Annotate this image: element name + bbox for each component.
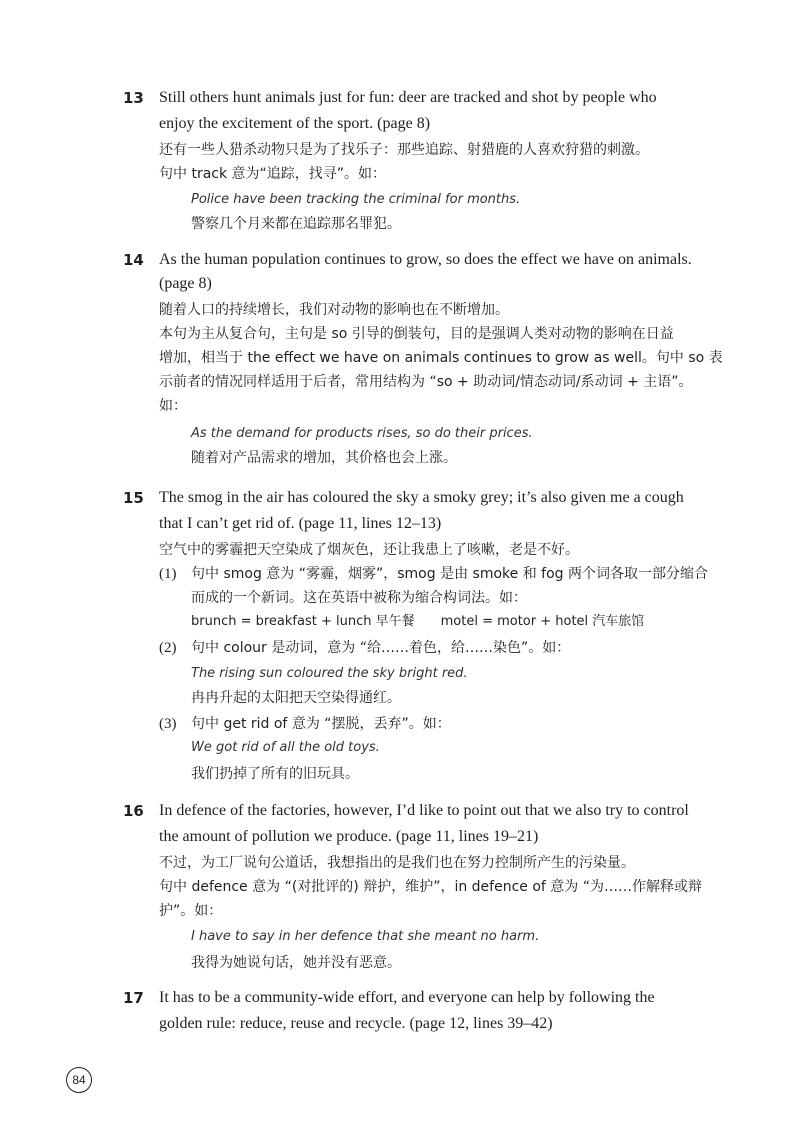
example-english: I have to say in her defence that she meant no harm.: [191, 929, 540, 944]
example-chinese: 冉冉升起的太阳把天空染得通红。: [191, 690, 401, 706]
sentence-line: that I can’t get rid of. (page 11, lines 12–13): [159, 515, 442, 532]
blend-examples: [191, 610, 644, 634]
sentence-line: In defence of the factories, however, I’d like to point out that we also try to control: [159, 802, 689, 819]
sentence-line: enjoy the excitement of the sport. (page 8): [159, 115, 431, 132]
blend-example: brunch = breakfast + lunch 早午餐: [191, 614, 415, 629]
note-line: 如：: [159, 398, 187, 414]
example-chinese: 警察几个月来都在追踪那名罪犯。: [191, 216, 401, 232]
sub-note-line: 句中 colour 是动词，意为 “给……着色，给……染色”。如：: [191, 640, 571, 656]
page-number: 84: [66, 1067, 92, 1093]
entry-number: 14: [123, 251, 144, 269]
sentence-line: As the human population continues to grow, so does the effect we have on animals.: [159, 251, 692, 268]
note-line: 增加，相当于 the effect we have on animals continues to grow as well。句中 so 表: [159, 350, 723, 366]
note-line: 示前者的情况同样适用于后者，常用结构为 “so + 助动词/情态动词/系动词 + 主语”。: [159, 374, 693, 390]
example-chinese: 随着对产品需求的增加，其价格也会上涨。: [191, 450, 457, 466]
translation: 还有一些人猎杀动物只是为了找乐子：那些追踪、射猎鹿的人喜欢狩猎的刺激。: [159, 142, 649, 158]
example-english: We got rid of all the old toys.: [191, 740, 380, 755]
example-english: Police have been tracking the criminal for months.: [191, 192, 521, 207]
note-line: 句中 defence 意为 “(对批评的) 辩护，维护”，in defence of 意为 “为……作解释或辩: [159, 879, 702, 895]
sentence-line: the amount of pollution we produce. (page 11, lines 19–21): [159, 828, 539, 845]
sub-item-number: (3): [159, 716, 177, 732]
entry-number: 15: [123, 489, 144, 507]
note-line: 句中 track 意为“追踪，找寻”。如：: [159, 166, 387, 182]
sentence-line: (page 8): [159, 275, 212, 292]
translation: 不过，为工厂说句公道话，我想指出的是我们也在努力控制所产生的污染量。: [159, 855, 635, 871]
entry-number: 16: [123, 802, 144, 820]
example-english: The rising sun coloured the sky bright red.: [191, 666, 468, 681]
sentence-line: golden rule: reduce, reuse and recycle. (page 12, lines 39–42): [159, 1015, 553, 1032]
example-chinese: 我们扔掉了所有的旧玩具。: [191, 766, 359, 782]
note-line: 本句为主从复合句，主句是 so 引导的倒装句，目的是强调人类对动物的影响在日益: [159, 326, 674, 342]
sub-note-line: 而成的一个新词。这在英语中被称为缩合构词法。如：: [191, 590, 527, 606]
translation: 空气中的雾霾把天空染成了烟灰色，还让我患上了咳嗽，老是不好。: [159, 542, 579, 558]
entry-number: 17: [123, 989, 144, 1007]
note-line: 护”。如：: [159, 903, 223, 919]
sub-note-line: 句中 get rid of 意为 “摆脱，丢弃”。如：: [191, 716, 451, 732]
blend-example: motel = motor + hotel 汽车旅馆: [440, 614, 645, 629]
sentence-line: Still others hunt animals just for fun: deer are tracked and shot by people who: [159, 89, 657, 106]
sub-item-number: (2): [159, 640, 177, 656]
sub-note-line: 句中 smog 意为 “雾霾，烟雾”，smog 是由 smoke 和 fog 两个词各取一部分缩合: [191, 566, 708, 582]
sentence-line: It has to be a community-wide effort, and everyone can help by following the: [159, 989, 655, 1006]
entry-number: 13: [123, 89, 144, 107]
sub-item-number: (1): [159, 566, 177, 582]
sentence-line: The smog in the air has coloured the sky a smoky grey; it’s also given me a cough: [159, 489, 684, 506]
example-english: As the demand for products rises, so do their prices.: [191, 426, 533, 441]
translation: 随着人口的持续增长，我们对动物的影响也在不断增加。: [159, 302, 509, 318]
example-chinese: 我得为她说句话，她并没有恶意。: [191, 955, 401, 971]
